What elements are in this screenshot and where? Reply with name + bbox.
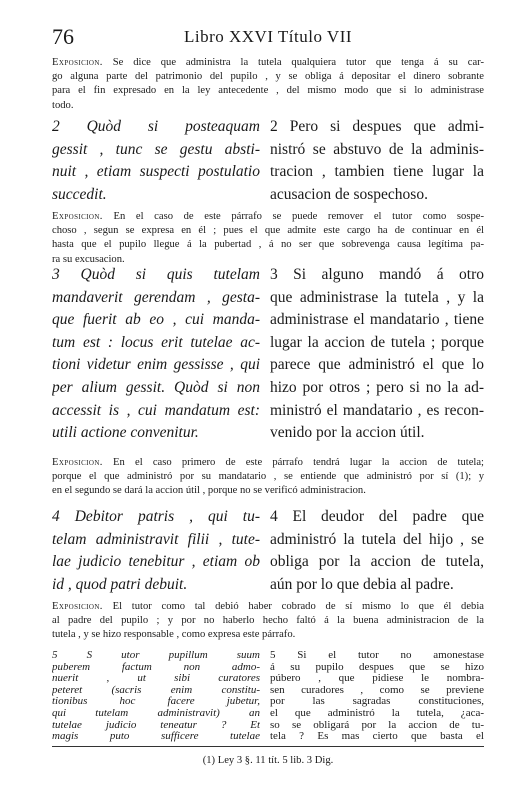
latin-line: utili actione convenitur.	[52, 424, 199, 442]
spanish-text	[270, 264, 484, 445]
exposition-label: Exposicion.	[52, 211, 103, 222]
exposition-label: Exposicion.	[52, 601, 103, 612]
spanish-line: hizo por otros ; pero si no la ad-	[270, 378, 484, 396]
spanish-line: ministró el mandatario , es recon-	[270, 401, 484, 419]
spanish-line: aún por lo que debia al padre.	[270, 575, 454, 593]
latin-line: telam administravit filii , tute-	[52, 530, 260, 548]
spanish-text	[270, 506, 484, 596]
latin-line: tioni videtur enim gessisse , qui	[52, 356, 260, 374]
footnote: (1) Ley 3 §. 11 tít. 5 lib. 3 Dig.	[202, 755, 334, 766]
latin-line: 3 Quòd si quis tutelam	[52, 266, 260, 283]
latin-line: puberem factum non admo-	[52, 661, 260, 673]
exposition-line: choso , segun se expresa en él ; pues el que admite este cargo ha de continuar en él	[52, 225, 484, 237]
spanish-line: por las sagradas constituciones,	[270, 696, 484, 708]
page-header	[52, 24, 484, 50]
exposition-block	[52, 56, 484, 113]
spanish-text	[270, 650, 484, 743]
exposition-line: hasta que el pupilo llegue á la pubertad , á no ser que sobrevenga causa legítima pa-	[52, 239, 484, 251]
spanish-line: venido por la accion útil.	[270, 424, 425, 442]
exposition-label: Exposicion.	[52, 57, 103, 68]
latin-line: 5 S utor pupillum suum	[52, 650, 260, 661]
spanish-line: que administrase la tutela , y la	[270, 288, 484, 306]
latin-line: gessit , tunc se gestu absti-	[52, 140, 260, 158]
exposition-label: Exposicion.	[52, 457, 103, 468]
spanish-line: nistró se abstuvo de la adminis-	[270, 140, 484, 158]
spanish-line: lugar la accion de tutela ; porque	[270, 333, 484, 351]
latin-line: 2 Quòd si posteaquam	[52, 118, 260, 135]
spanish-line: 2 Pero si despues que admi-	[270, 118, 484, 135]
exposition-block	[52, 456, 484, 499]
footnote-rule	[52, 746, 484, 747]
spanish-text	[270, 116, 484, 206]
latin-line: id , quod patri debuit.	[52, 575, 188, 593]
spanish-line: púbero , que pidiese le nombra-	[270, 673, 484, 685]
latin-line: lae judicio tenebitur , etiam ob	[52, 553, 260, 571]
spanish-line: 3 Si alguno mandó á otro	[270, 266, 484, 283]
spanish-line: tela ? Es mas cierto que basta el	[270, 731, 484, 743]
latin-line: magis puto sufficere tutelae	[52, 731, 260, 743]
page-number: 76	[52, 24, 74, 49]
exposition-line: Exposicion. El tutor como tal debió haber cobrado de sí mismo lo que él debia	[52, 601, 484, 612]
latin-line: peteret (sacris enim constitu-	[52, 684, 260, 696]
exposition-line: al padre del pupilo ; y por no haberlo hecho faltó á la buena administracion de la	[52, 615, 484, 627]
latin-line: tionibus hoc facere jubetur,	[52, 696, 260, 708]
spanish-line: tracion , tambien tiene lugar la	[270, 163, 484, 181]
latin-line: 4 Debitor patris , qui tu-	[52, 508, 260, 525]
exposition-block	[52, 600, 484, 643]
spanish-line: acusacion de sospechoso.	[270, 185, 428, 203]
spanish-line: 4 El deudor del padre que	[270, 508, 484, 525]
exposition-line: Exposicion. Se dice que administra la tutela qualquiera tutor que tenga á su car-	[52, 57, 484, 68]
latin-line: que fuerit ab eo , cui manda-	[52, 311, 260, 329]
spanish-line: el que administró la tutela, ¿aca-	[270, 707, 484, 719]
latin-line: qui tutelam administravit) an	[52, 707, 260, 719]
exposition-line: go alguna parte del patrimonio del pupilo , y se obliga á depositar el dinero sobrante	[52, 71, 484, 83]
exposition-line: porque el que administró por su mandatario , se entiende que administró por sí (1); y	[52, 471, 484, 483]
spanish-line: administrase el mandatario , tiene	[270, 311, 484, 329]
latin-line: accessit is , cui mandatum est:	[52, 401, 260, 419]
latin-text	[52, 650, 260, 743]
latin-text	[52, 506, 260, 596]
latin-line: succedit.	[52, 185, 107, 203]
latin-line: nuit , etiam suspecti postulatio	[52, 163, 260, 181]
exposition-line: Exposicion. En el caso de este párrafo se puede remover el tutor como sospe-	[52, 211, 484, 222]
spanish-line: so se obligará por la accion de tu-	[270, 719, 484, 731]
exposition-line: todo.	[52, 99, 74, 111]
latin-line: tum est : locus erit tutelae ac-	[52, 333, 260, 351]
exposition-line: en el segundo se dará la accion útil , porque no se verificó administracion.	[52, 485, 366, 497]
exposition-line: para el fin expresado en la ley antecedente , del mismo modo que si lo administrase	[52, 85, 484, 97]
exposition-line: Exposicion. En el caso primero de este párrafo tendrá lugar la accion de tutela;	[52, 457, 484, 468]
latin-line: tutelae judicio teneatur ? Et	[52, 719, 260, 731]
latin-text	[52, 264, 260, 445]
exposition-line: tutela , y se hizo responsable , como expresa este párrafo.	[52, 629, 296, 641]
latin-line: per alium gessit. Quòd si non	[52, 378, 260, 396]
spanish-line: 5 Si el tutor no amonestase	[270, 650, 484, 661]
spanish-line: obliga por la accion de tutela,	[270, 553, 484, 571]
running-head: Libro XXVI Título VII	[183, 27, 353, 46]
latin-line: mandaverit gerendam , gesta-	[52, 288, 260, 306]
exposition-block	[52, 210, 484, 267]
latin-line: nuerit , ut sibi curatores	[52, 673, 260, 685]
spanish-line: á su pupilo despues que se hizo	[270, 661, 484, 673]
latin-text	[52, 116, 260, 206]
spanish-line: sen curadores , como se previene	[270, 684, 484, 696]
exposition-line: ra su excusacion.	[52, 253, 125, 265]
spanish-line: administró la tutela del hijo , se	[270, 530, 484, 548]
spanish-line: parece que administró el que lo	[270, 356, 484, 374]
